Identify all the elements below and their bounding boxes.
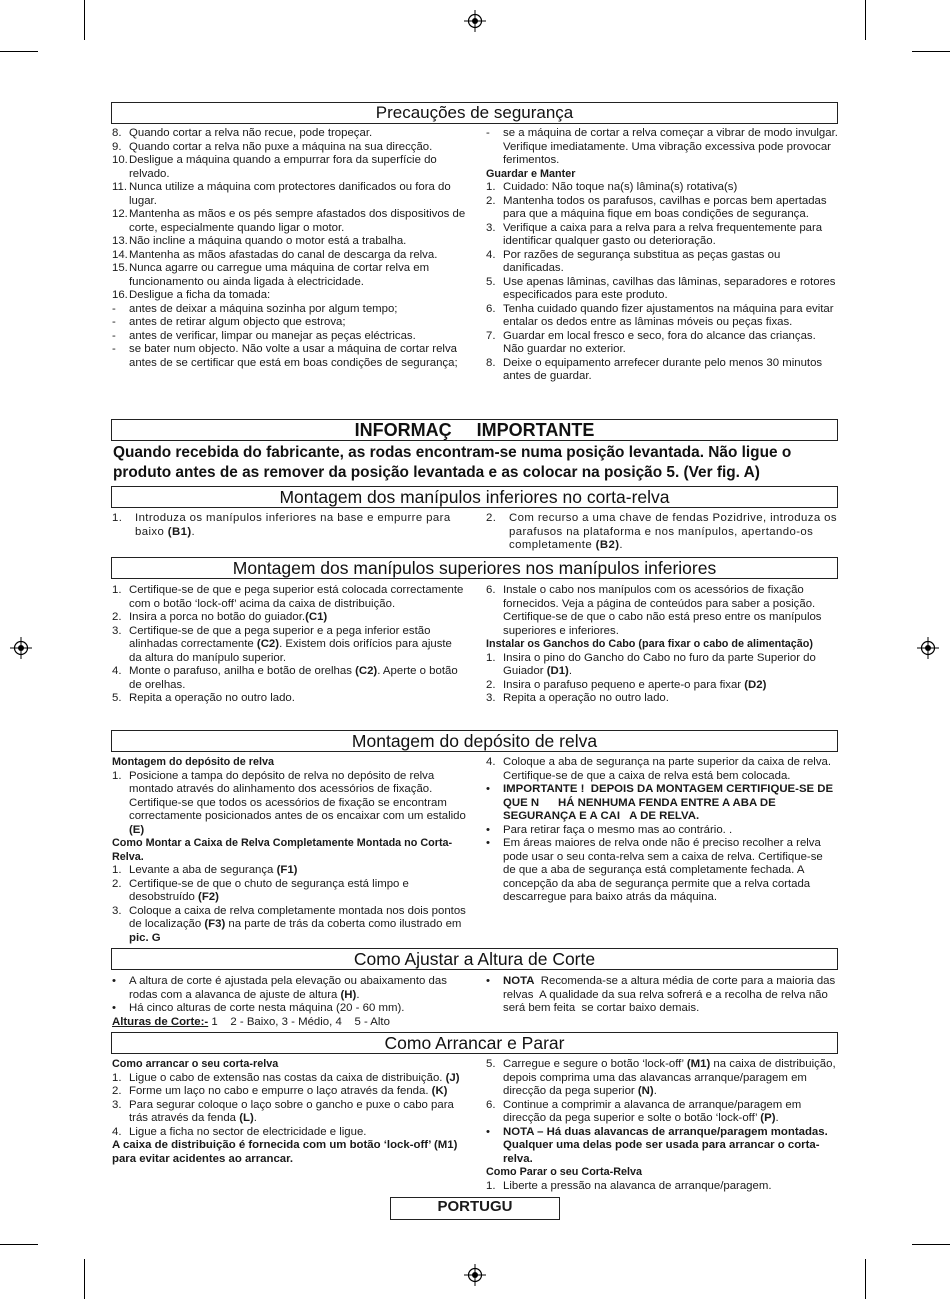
- lock-off-note: A caixa de distribuição é fornecida com um botão ‘lock-off’ (M1) para evitar acidentes ao arrancar.: [112, 1139, 458, 1165]
- list-item: • IMPORTANTE ! DEPOIS DA MONTAGEM CERTIFIQUE-SE DE QUE N HÁ NENHUMA FENDA ENTRE A ABA DE SEGURANÇA E A CAI A DE RELVA.: [486, 783, 837, 822]
- list-item: 3. Para segurar coloque o laço sobre o gancho e puxe o cabo para trás através da fenda (L).: [112, 1098, 454, 1124]
- list-item: 1. Ligue o cabo de extensão nas costas da caixa de distribuição. (J): [112, 1071, 460, 1084]
- list-item: 16. Desligue a ficha da tomada:: [112, 289, 271, 301]
- crop-mark: [865, 0, 866, 40]
- list-item: 1. Cuidado: Não toque na(s) lâmina(s) rotativa(s): [486, 181, 738, 193]
- list-item: 4. Coloque a aba de segurança na parte superior da caixa de relva. Certifique-se de que a caixa de relva está bem colocada.: [486, 756, 832, 782]
- section-title-info: INFORMAÇ IMPORTANTE: [111, 419, 838, 441]
- cable-hook-subtitle: Instalar os Ganchos do Cabo (para fixar o cabo de alimentação): [486, 638, 813, 650]
- list-item: 15. Nunca agarre ou carregue uma máquina de cortar relva em funcionamento ou ainda ligada à electricidade.: [112, 262, 430, 288]
- list-item: - se a máquina de cortar a relva começar a vibrar de modo invulgar. Verifique imediatamente. Uma vibração excessiva pode provocar ferimentos.: [486, 127, 838, 166]
- crop-mark: [84, 0, 85, 40]
- list-item: 4. Monte o parafuso, anilha e botão de orelhas (C2). Aperte o botão de orelhas.: [112, 665, 458, 691]
- list-item: 14. Mantenha as mãos afastadas do canal de descarga da relva.: [112, 248, 438, 261]
- list-item: 3. Coloque a caixa de relva completamente montada nos dois pontos de localização (F3) na parte de trás da coberta como ilustrado em pic. G: [112, 904, 466, 944]
- list-item: 1. Insira o pino do Gancho do Cabo no furo da parte Superior do Guiador (D1).: [486, 651, 816, 677]
- list-item: 11. Nunca utilize a máquina com protectores danificados ou fora do lugar.: [112, 181, 451, 207]
- section-title-cutting-height: Como Ajustar a Altura de Corte: [111, 948, 838, 970]
- cutting-heights-line: Alturas de Corte:- 1 2 - Baixo, 3 - Médio, 4 5 - Alto: [112, 1015, 390, 1028]
- height-right: [486, 975, 838, 1016]
- list-item: - antes de verificar, limpar ou manejar as peças eléctricas.: [112, 329, 416, 342]
- list-item: 6. Continue a comprimir a alavanca de arranque/paragem em direcção da pega superior e solte o botão ‘lock-off’ (P).: [486, 1098, 802, 1124]
- list-item: 2. Certifique-se de que o chuto de segurança está limpo e desobstruído (F2): [112, 877, 409, 903]
- height-left: [112, 975, 467, 1029]
- grass-box-left: [112, 756, 467, 945]
- list-item: - antes de deixar a máquina sozinha por algum tempo;: [112, 302, 398, 315]
- list-item: 10. Desligue a máquina quando a empurrar fora da superfície do relvado.: [112, 154, 437, 180]
- footer-language-label: PORTUGU: [390, 1197, 560, 1220]
- list-item: 5. Repita a operação no outro lado.: [112, 692, 295, 704]
- list-item: 13. Não incline a máquina quando o motor está a trabalha.: [112, 235, 407, 247]
- grass-box-subtitle: Montagem do depósito de relva: [112, 756, 274, 768]
- section-title-lower-handles: Montagem dos manípulos inferiores no corta-relva: [111, 486, 838, 508]
- lower-handles-left: [112, 512, 467, 539]
- list-item: • NOTA – Há duas alavancas de arranque/paragem montadas. Qualquer uma delas pode ser usada para arrancar o corta-relva.: [486, 1125, 828, 1165]
- registration-mark-icon: [917, 637, 939, 659]
- upper-handles-right: [486, 584, 838, 706]
- section-title-upper-handles: Montagem dos manípulos superiores nos manípulos inferiores: [111, 557, 838, 579]
- grass-box-right: [486, 756, 838, 905]
- grass-box-fit-subtitle: Como Montar a Caixa de Relva Completamente Montada no Corta-Relva.: [112, 837, 453, 863]
- crop-mark: [865, 1259, 866, 1299]
- lower-handles-right: [486, 512, 838, 553]
- start-stop-right: [486, 1058, 838, 1193]
- list-item: 2. Mantenha todos os parafusos, cavilhas e porcas bem apertadas para que a máquina fique em boas condições de segurança.: [486, 194, 827, 220]
- section-title-safety: Precauções de segurança: [111, 102, 838, 124]
- list-item: 2. Forme um laço no cabo e empurre o laço através da fenda. (K): [112, 1085, 448, 1097]
- list-item: 5. Use apenas lâminas, cavilhas das lâminas, separadores e rotores especificados para este produto.: [486, 275, 836, 301]
- list-item: • Em áreas maiores de relva onde não é preciso recolher a relva pode usar o seu conta-relva sem a caixa de relva. Certifique-se de que a aba de segurança está completamente fechada. A concepção da aba de segurança permite que a relva cortada descarregue para baixo atrás da máquina.: [486, 837, 823, 903]
- section-title-start-stop: Como Arrancar e Parar: [111, 1032, 838, 1054]
- list-item: 4. Por razões de segurança substitua as peças gastas ou danificadas.: [486, 248, 781, 274]
- registration-mark-icon: [464, 1264, 486, 1286]
- list-item: 3. Verifique a caixa para a relva para a relva frequentemente para identificar qualquer gasto ou deterioração.: [486, 221, 823, 247]
- list-item: 8. Quando cortar a relva não recue, pode tropeçar.: [112, 127, 373, 139]
- important-notice: Quando recebida do fabricante, as rodas encontram-se numa posição levantada. Não ligue o produto antes de as remover da posição levantada e as colocar na posição 5. (Ver fig. A): [113, 444, 792, 481]
- list-item: 4. Ligue a ficha no sector de electricidade e ligue.: [112, 1125, 367, 1138]
- start-stop-left: [112, 1058, 467, 1166]
- registration-mark-icon: [464, 10, 486, 32]
- upper-handles-left: [112, 584, 467, 706]
- stop-subtitle: Como Parar o seu Corta-Relva: [486, 1166, 643, 1178]
- section-title-grass-box: Montagem do depósito de relva: [111, 730, 838, 752]
- list-item: 5. Carregue e segure o botão ‘lock-off’ (M1) na caixa de distribuição, depois comprima uma das alavancas arranque/paragem em direcção da pega superior (N).: [486, 1058, 836, 1097]
- list-item: 8. Deixe o equipamento arrefecer durante pelo menos 30 minutos antes de guardar.: [486, 356, 823, 382]
- safety-right-column: [486, 127, 838, 384]
- start-subtitle: Como arrancar o seu corta-relva: [112, 1058, 279, 1070]
- list-item: • Há cinco alturas de corte nesta máquina (20 - 60 mm).: [112, 1002, 405, 1014]
- list-item: 3. Certifique-se de que a pega superior e a pega inferior estão alinhadas correctamente (C2). Existem dois orifícios para ajuste da altura do manípulo superior.: [112, 624, 452, 664]
- crop-mark: [912, 51, 950, 52]
- safety-left-column: [112, 127, 467, 370]
- crop-mark: [84, 1259, 85, 1299]
- list-item: 1. Certifique-se de que e pega superior está colocada correctamente com o botão ‘lock-off’ acima da caixa de distribuição.: [112, 584, 464, 610]
- list-item: • NOTA Recomenda-se a altura média de corte para a maioria das relvas A qualidade da sua relva sofrerá e a recolha de relva não será bem feita se cortar baixo demais.: [486, 975, 839, 1014]
- registration-mark-icon: [10, 637, 32, 659]
- list-item: 1. Posicione a tampa do depósito de relva no depósito de relva montado através do alinhamento dos acessórios de fixação. Certifique-se que todos os acessórios de fixação se encontram correctamente posicionados antes de os encaixar com um estalido (E): [112, 769, 466, 836]
- list-item: 12. Mantenha as mãos e os pés sempre afastados dos dispositivos de corte, especialmente quando ligar o motor.: [112, 208, 466, 234]
- crop-mark: [0, 1244, 38, 1245]
- storage-subtitle: Guardar e Manter: [486, 167, 576, 180]
- list-item: 2. Insira o parafuso pequeno e aperte-o para fixar (D2): [486, 678, 767, 691]
- list-item: 7. Guardar em local fresco e seco, fora do alcance das crianças. Não guardar no exterior.: [486, 329, 816, 355]
- list-item: 3. Repita a operação no outro lado.: [486, 692, 669, 704]
- list-item: 6. Tenha cuidado quando fizer ajustamentos na máquina para evitar entalar os dedos entre as lâminas móveis ou peças fixas.: [486, 302, 834, 328]
- list-item: • A altura de corte é ajustada pela elevação ou abaixamento das rodas com a alavanca de ajuste de altura (H).: [112, 975, 447, 1001]
- list-item: 9. Quando cortar a relva não puxe a máquina na sua direcção.: [112, 140, 433, 153]
- crop-mark: [912, 1244, 950, 1245]
- list-item: 6. Instale o cabo nos manípulos com os acessórios de fixação fornecidos. Veja a página de conteúdos para saber a posição. Certifique-se de que o cabo não está preso entre os manípulos superiores e inferiores.: [486, 584, 822, 637]
- list-item: 1. Introduza os manípulos inferiores na base e empurre para baixo (B1).: [112, 512, 451, 538]
- list-item: 1. Levante a aba de segurança (F1): [112, 864, 298, 876]
- crop-mark: [0, 51, 38, 52]
- list-item: - antes de retirar algum objecto que estrova;: [112, 316, 346, 328]
- list-item: 1. Liberte a pressão na alavanca de arranque/paragem.: [486, 1179, 772, 1192]
- list-item: • Para retirar faça o mesmo mas ao contrário. .: [486, 823, 733, 836]
- list-item: - se bater num objecto. Não volte a usar a máquina de cortar relva antes de se certificar que está em boas condições de segurança;: [112, 343, 458, 369]
- list-item: 2. Insira a porca no botão do guiador.(C1): [112, 611, 328, 623]
- list-item: 2. Com recurso a uma chave de fendas Pozidrive, introduza os parafusos na plataforma e nos manípulos, apertando-os completamente (B2).: [486, 512, 837, 551]
